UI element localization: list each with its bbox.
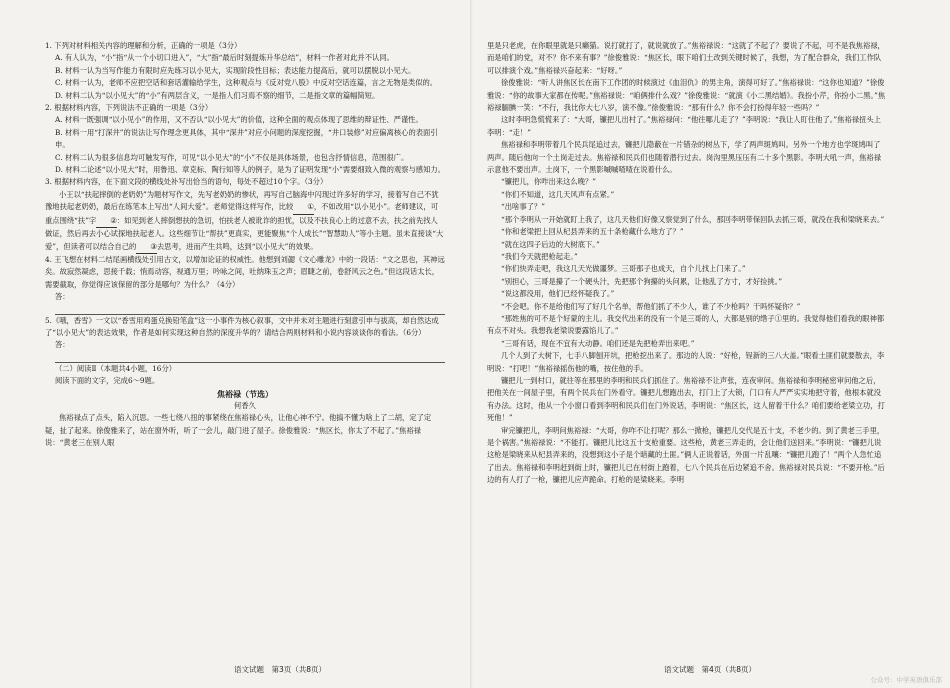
story-paragraph: “就在这四子后边的大树底下。” (501, 239, 600, 249)
story-paragraph: 焦裕禄和李明带着几个民兵尾追过去，镰把儿隐蔽在一片错杂的树丛下，学了两声斑鸠叫。另外一个地方也学斑鸠叫了两声。随后他向一个土岗走过去。焦裕禄和民兵们也随着潜行过去。岗沟里黑压压有二十多个黑影。李明大吼一声，焦裕禄示意他不要出声。土岗下，一个黑影嘁嘁喳喳在说着什么。 (487, 140, 882, 175)
q3-passage-1: 小王以“扶起摔倒的老奶奶”为题材写作文，先写老奶奶的惨状，再写自己脑海中闪现过许多好的学习，接着写自己不犹豫地扶起老奶奶，最后在练笔本上写出“人间大爱”。老师觉得这样写作，比较 (45, 189, 439, 212)
story-paragraph: “说这都没用，他们已经怀疑我了。” (501, 289, 615, 299)
q4-stem: 4. 王飞想在材料二结尾画横线处引用古文，以增加论证的权威性。他想到刘勰《文心雕龙》中的一段话：“文之思也，其神远矣。故寂然凝虑，思接千载；悄焉动容，视通万里；吟咏之间，吐纳珠玉之声；眉睫之前，卷舒风云之色。”但这段话太长，需要截取，你觉得应该保留的部分是哪句？为什么？（4分） (45, 254, 445, 289)
story-paragraph: “出啥事了？” (501, 202, 545, 212)
q5-stem: 5.《哦，香雪》一文以“香雪用鸡蛋兑换铅笔盒”这一小事件为核心叙事，文中并未对主题进行刻意引申与拔高，却自然达成了“以小见大”的表达效果，作者是如何实现这种自然的深度升华的？请结合两则材料和小说内容谈谈你的看法。（6分） (45, 315, 439, 337)
story-paragraph: “你和老梁把上回从杞县弄来的五十条枪藏什么地方了？” (501, 227, 684, 237)
story-title: 焦裕禄（节选） (217, 388, 273, 399)
q2-option-c: C. 材料二认为很多信息均可触发写作，可见“以小见大”的“小”不仅是具体场景，也包含抒情信息，范围很广。 (55, 152, 409, 162)
q5-answer-line[interactable] (55, 352, 445, 363)
story-author: 何香久 (234, 400, 256, 410)
left-page-footer: 语文试题 第3页（共8页） (233, 665, 327, 674)
q1-option-d: D. 材料二认为“以小见大”的“小”有两层含义，一是指人们习焉不察的细节，二是指文章的篇幅简短。 (55, 90, 380, 100)
story-paragraph: “你们不知道，这几天风声有点紧。” (501, 189, 615, 199)
left-page (45, 40, 445, 662)
q3-passage-3: ：如见到老人摔倒想扶的急切，怕扶老人被讹诈的担忧，以及不扶良心上的过意不去，扶之前先找人做证，然后再去小心试探地扶起老人。这些细节让“帮扶”更真实，更能聚焦“个人成长”“智慧助人”等小主题。虽未直接谈“大爱”，但读者可以结合自己的 (45, 215, 444, 251)
page-fold (470, 0, 473, 688)
story-paragraph: “那个李明从一开始就盯上我了，这几天他们好像又察觉到了什么，那回李明带保回队去抓三哥，就没在我和梁晓来去。” (501, 214, 885, 224)
story-paragraph: “我们今天就把枪起走。” (501, 251, 578, 261)
q1-option-c: C. 材料一认为，老师不应把空话和套话灌输给学生，这种观点与《反对党八股》中反对空话连篇，言之无物是类似的。 (55, 78, 438, 88)
q3-blank-1[interactable]: ① (293, 201, 314, 214)
story-paragraph: “你们快弄走吧，我这几天光做噩梦。三哥那子也成天，自个儿找上门来了。” (501, 264, 746, 274)
q3-passage (45, 189, 445, 254)
story-paragraph: 徐俊雅说：“听人讲焦区长在南下工作团的时候演过《血泪仇》的男主角，演得可好了。”焦裕禄说：“这你也知道？”徐俊雅说：“你的故事大家都在传呢。”焦裕禄说：“咱俩排什么戏？”徐俊雅说：“就演《小二黑结婚》。我扮小芹，你扮小二黑。”焦裕禄腼腆一笑：“不行，我比你大七八岁，演不像。”徐俊雅说：“那有什么？你不会打扮得年轻一些吗？” (487, 78, 886, 113)
q3-passage-2: ，不如改用“以小见小”。老师建议，可重点围绕“扶”字 (45, 202, 439, 225)
story-paragraph: 焦裕禄点了点头，陷入沉思。一些七绕八扭的事紧绕在焦裕禄心头，让他心神不宁。他搞不懂为啥上了二胡，定了定疑，扯了起来。徐俊雅来了，站在窗外听，听了一会儿，敲门进了屋子。徐俊雅说：“焦区长，你太了不起了。”焦裕禄说：“黄老三在别人眼 (45, 413, 432, 448)
q1-stem: 1. 下列对材料相关内容的理解和分析，正确的一项是（3分） (45, 41, 242, 50)
q1-option-b: B. 材料一认为当写作能力有限时应先练习以小见大，实现阶段性目标；表达能力提高后，就可以摆脱以小见大。 (55, 65, 416, 75)
story-paragraph: 镰把儿一到村口，就往等在那里的李明和民兵们抓住了。焦裕禄不让声张，连夜审问。焦裕禄和李明秘密审问他之后，把他关在一间屋子里，有两个民兵在门外看守。镰把儿想跑出去，打门上了大锁，门口有人严严实实地把守着，他根本就没有办法。这时，他从一个小窗口看到李明和民兵们在门外说话，李明说：“焦区长，这人留着干什么？咱们要给老梁立功，打死他！” (487, 375, 885, 423)
q3-stem: 3. 根据材料内容，在下面文段的横线处补写出恰当的语句，每处不超过10个字。（3分） (45, 177, 328, 187)
q3-blank-2[interactable]: ② (96, 215, 117, 228)
story-paragraph: “三哥有话，现在不宜有大动静。咱们还是先把枪弄出来吧。” (501, 338, 695, 348)
q2-stem: 2. 根据材料内容，下列说法不正确的一项是（3分） (45, 103, 213, 113)
story-paragraph: 这时李明急慌慌来了：“大哥，镰把儿出村了。”焦裕禄问：“他往哪儿走了？”李明说：“我让人盯住他了。”焦裕禄扭头上李明：“走！” (487, 115, 881, 137)
story-paragraph: “不会吧。你不是给他们写了好几个名单，帮他们抓了不少人，谁了不少枪吗？干吗怀疑你？” (501, 301, 801, 311)
story-paragraph: 几个人到了大树下，七手八脚刨开坑，把枪挖出来了。那边的人说：“好枪，锃新的三八大盖。”眼看土匪们就要散去，李明说：“打吧！”焦裕禄摇伤他的嘴，按住他的手。 (487, 351, 885, 373)
right-page (487, 40, 887, 662)
q1-option-a: A. 有人认为，“小”指“从一个小切口进入”，“大”指“最后时刻提炼升华总结”，材料一作者对此并不认同。 (55, 53, 394, 63)
section-instruction: 阅读下面的文字，完成6～9题。 (55, 376, 160, 386)
q5-answer-label: 答： (55, 340, 70, 350)
story-paragraph: “镰把儿，你咋出来这么晚？” (501, 177, 597, 187)
story-paragraph: 审完镰把儿，李明问焦裕禄：“大哥，你咋不让打呢？那么一掀枪，镰把儿交代是五十支，不老少的。到了黄老三手里，是个祸害。”焦裕禄说：“不能打。镰把儿比这五十支枪重要。这些枪，黄老三弄走的，会让他们送回来。”李明说：“镰把儿说这枪是梁晓来从杞县弄来的，没想到这小子是个暗藏的土匪。”俩人正说着话，外面一片乱嚷：“镰把儿跑了！”两个人急忙追了出去。焦裕禄和李明赶到街上时，镰把儿已在村街上跑着，七八个民兵在后边紧追不舍。焦裕禄对民兵说：“不要开枪。”后边的有人打了一枪，镰把儿应声跪命。打枪的是梁晓来。李明 (487, 425, 885, 485)
section-heading: （二）阅读Ⅱ（本题共4小题，16分） (55, 363, 177, 373)
right-page-footer: 语文试题 第4页（共8页） (663, 665, 757, 674)
q4-answer-line[interactable] (55, 304, 445, 315)
q3-blank-3[interactable]: ③ (136, 241, 157, 254)
q3-passage-4: 去思考，进而产生共鸣，达到“以小见大”的效果。 (156, 241, 318, 251)
story-paragraph: “那姓焦的可不是个好蒙的主儿。我交代出来的没有一个是三哥的人，大都是别的绺子①里的。我觉得他们看我的眼神都有点不对头。我想我老梁说要露馅儿了。” (487, 313, 885, 336)
q2-option-d: D. 材料二论述“以小见大”时，用鲁迅、章克标、陶行知等人的例子，是为了证明发现“小”需要细致入微的观察与感知力。 (55, 165, 445, 175)
story-paragraph: “别担心，三哥是攥了一个硬头汁，先把那个狗攥的头问累，让他乱了方寸，才好捡挑。” (501, 276, 783, 286)
q2-option-a: A. 材料一既强调“以小见小”的作用，又不否认“以小见大”的价值，这种全面的观点体现了思维的辩证性、严谨性。 (55, 115, 423, 125)
story-paragraph: 里是只老虎，在你眼里就是只癞猫。说打就打了，就说就放了。”焦裕禄说：“这就了不起了？要说了不起，可不是我焦裕禄，而是咱们的党，对不？你不来有事？”徐俊雅说：“焦区长，眼下咱们土改到关键时候了，我想，为了配合群众，我们工作队可以排演个戏。”焦裕禄兴奋起来：“好呀。” (487, 41, 885, 75)
q2-option-b: B. 材料一用“打深井”的说法让写作理念更具体，其中“深井”对应小问题的深度挖掘，“井口装修”对应偏离核心的表面引申。 (55, 127, 438, 150)
watermark: 公众号：中学英语俱乐部 (870, 676, 942, 684)
q4-answer-label: 答： (55, 292, 70, 302)
